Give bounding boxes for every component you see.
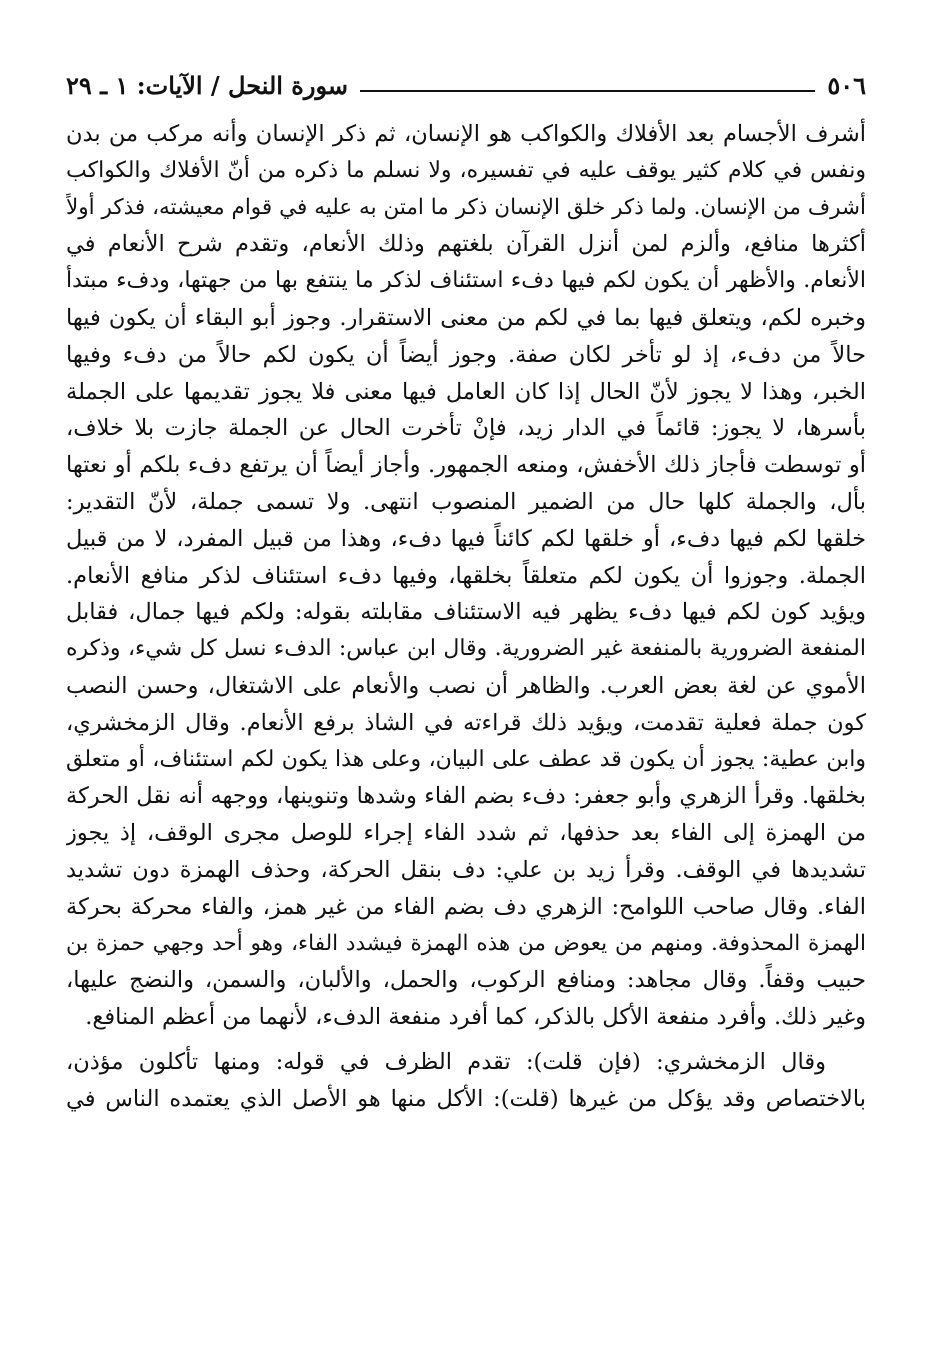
text-line: وقال الزمخشري: (فإن قلت): تقدم الظرف في قوله: ومنها تأكلون مؤذن، [66,1048,826,1075]
text-line: بأسرها، لا يجوز: قائماً في الدار زيد، فإنْ تأخرت الحال عن الجملة جازت بلا خلاف، [66,415,866,442]
text-line: الخبر، وهذا لا يجوز لأنّ الحال إذا كان العامل فيها معنى فلا يجوز تقديمها على الجملة [66,378,866,405]
text-line: وابن عطية: يجوز أن يكون قد عطف على البيان، وعلى هذا يكون لكم استئناف، أو متعلق [66,746,866,772]
text-line: أشرف من الإنسان. ولما ذكر خلق الإنسان ذكر ما امتن به عليه في قوام معيشته، فذكر أولاً [66,194,866,220]
text-line: بالاختصاص وقد يؤكل من غيرها (قلت): الأكل منها هو الأصل الذي يعتمده الناس في [66,1085,866,1112]
text-line: الفاء. وقال صاحب اللوامح: الزهري دف بضم الفاء من غير همز، والفاء محركة بحركة [66,893,866,920]
text-line: الهمزة المحذوفة. ومنهم من يعوض من هذه الهمزة فيشدد الفاء، وهو أحد وجهي حمزة بن [66,930,866,956]
text-line: تشديدها في الوقف. وقرأ زيد بن علي: دف بنقل الحركة، وحذف الهمزة دون تشديد [66,856,866,883]
text-line: أكثرها منافع، وألزم لمن أنزل القرآن بلغتهم وذلك الأنعام، وتقدم شرح الأنعام في [66,231,866,258]
text-line: كون جملة فعلية تقدمت، ويؤيد ذلك قراءته في الشاذ برفع الأنعام. وقال الزمخشري، [66,709,866,736]
text-line: خلقها لكم فيها دفء، أو خلقها لكم كائناً فيها دفء، وهذا من قبيل المفرد، لا من قبيل [66,525,866,552]
paragraph-2 [66,1044,866,1118]
text-line: الجملة. وجوزوا أن يكون لكم متعلقاً بخلقها، وفيها دفء استئناف لذكر منافع الأنعام. [66,562,866,589]
page-number: ٥٠٦ [827,71,866,100]
text-line: ويؤيد كون لكم فيها دفء يظهر فيه الاستئناف مقابلته بقوله: ولكم فيها جمال، فقابل [66,599,866,626]
header-rule [360,90,815,92]
text-line: بأل، والجملة كلها حال من الضمير المنصوب انتهى. ولا تسمى جملة، لأنّ التقدير: [66,488,866,515]
running-header [66,58,866,98]
text-line: حبيب وقفاً. وقال مجاهد: ومنافع الركوب، والحمل، والألبان، والسمن، والنضج عليها، [66,967,866,994]
text-line: المنفعة الضرورية بالمنفعة غير الضرورية. وقال ابن عباس: الدفء نسل كل شيء، وذكره [66,636,866,662]
text-line: الأموي عن لغة بعض العرب. والظاهر أن نصب والأنعام على الاشتغال، وحسن النصب [66,672,866,699]
body-text [66,116,866,1118]
paragraph-1 [66,116,866,1036]
text-line: الأنعام. والأظهر أن يكون لكم فيها دفء استئناف لذكر ما ينتفع بها من جهتها، ودفء مبتدأ [66,268,866,294]
text-line: وغير ذلك. وأفرد منفعة الأكل بالذكر، كما أفرد منفعة الدفء، لأنهما من أعظم المنافع. [85,1004,866,1031]
text-line: من الهمزة إلى الفاء بعد حذفها، ثم شدد الفاء إجراء للوصل مجرى الوقف، إذ يجوز [66,820,866,847]
text-line: حالاً من دفء، إذ لو تأخر لكان صفة. وجوز أيضاً أن يكون لكم حالاً من دفء وفيها [66,341,866,368]
text-line: وخبره لكم، ويتعلق فيها بما في لكم من معنى الاستقرار. وجوز أبو البقاء أن يكون فيها [66,304,866,331]
header-title: سورة النحل / الآيات: ١ ـ ٢٩ [66,71,348,100]
text-line: ونفس في كلام كثير يوقف عليه في تفسيره، ولا نسلم ما ذكره من أنّ الأفلاك والكواكب [66,157,866,183]
text-line: أو توسطت فأجاز ذلك الأخفش، ومنعه الجمهور. وأجاز أيضاً أن يرتفع دفء بلكم أو نعتها [66,452,866,479]
text-line: أشرف الأجسام بعد الأفلاك والكواكب هو الإنسان، ثم ذكر الإنسان وأنه مركب من بدن [66,121,866,147]
paragraph-gap [66,1036,866,1044]
text-line: بخلقها. وقرأ الزهري وأبو جعفر: دفء بضم الفاء وشدها وتنوينها، ووجهه أنه نقل الحركة [66,783,866,810]
